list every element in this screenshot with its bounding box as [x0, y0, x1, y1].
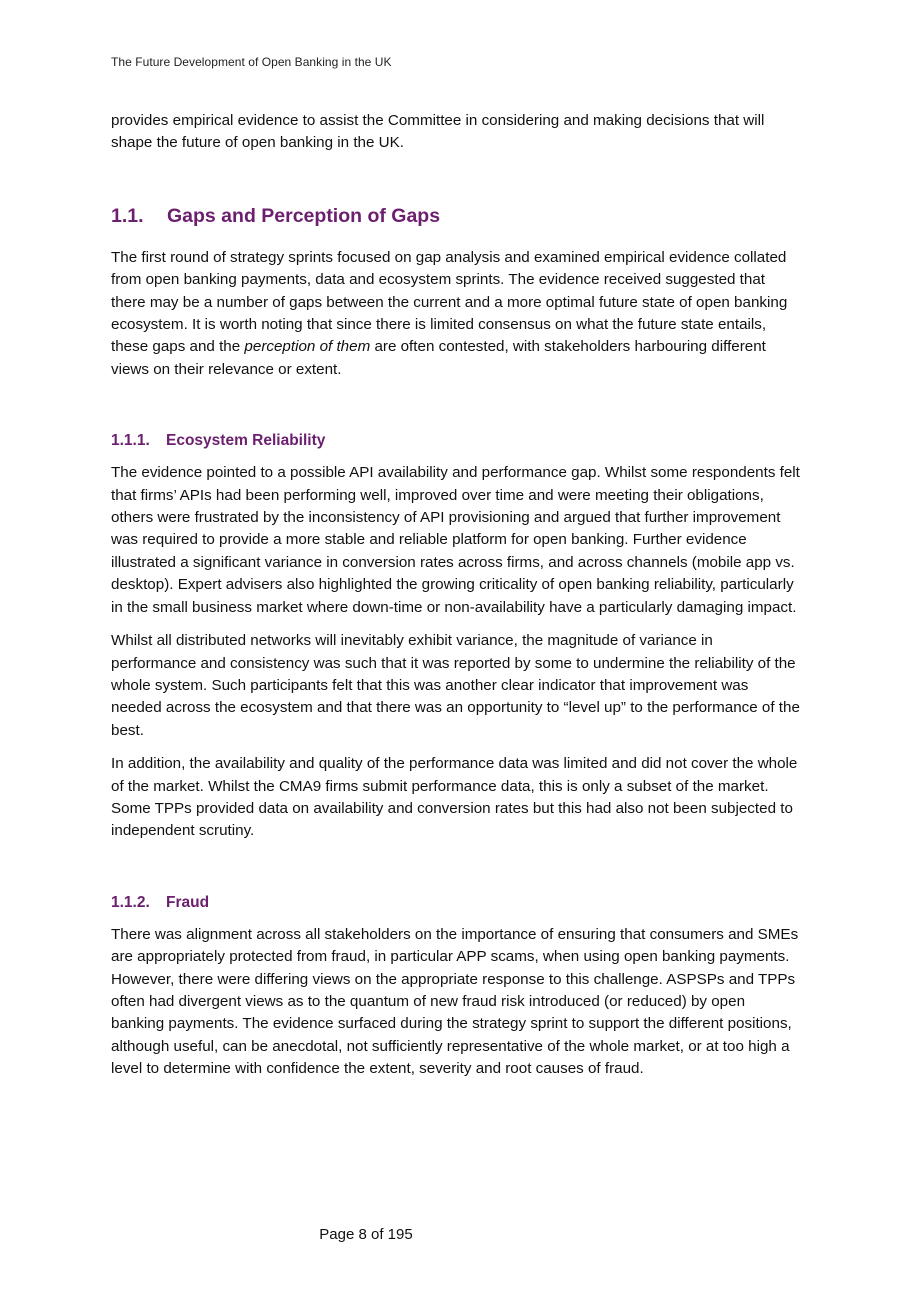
section-heading-1-1-1 — [111, 430, 801, 452]
gaps-paragraph-text-b: are often contested, with stakeholders harbouring different views on their relevance or extent. — [111, 338, 766, 378]
fraud-paragraph-1: There was alignment across all stakeholders on the importance of ensuring that consumers and SMEs are appropriately protected from fraud, in particular APP scams, when using open banking payments. However, there were differing views on the appropriate response to this challenge. ASPSPs and TPPs often had divergent views as to the quantum of new fraud risk introduced (or reduced) by open banking payments. The evidence surfaced during the strategy sprint to support the different positions, although useful, can be anecdotal, not sufficiently representative of the whole market, or at too high a level to determine with confidence the extent, severity and root causes of fraud. — [111, 925, 799, 1078]
subsection-number: 1.1.2. — [111, 893, 150, 911]
intro-paragraph: provides empirical evidence to assist the Committee in considering and making decisions that will shape the future of open banking in the UK. — [111, 112, 765, 152]
section-heading-1-1 — [111, 204, 801, 228]
page-number: Page 8 of 195 — [319, 1226, 413, 1243]
gaps-paragraph — [111, 247, 801, 381]
section-heading-1-1-2 — [111, 892, 801, 914]
page-content — [111, 110, 801, 1081]
gaps-paragraph-text-a: The first round of strategy sprints focused on gap analysis and examined empirical evidence collated from open banking payments, data and ecosystem sprints. The evidence received suggested that there may be a number of gaps between the current and a more optimal future state of open banking ecosystem. It is worth noting that since there is limited consensus on what the future state entails, these gaps and the — [111, 248, 788, 356]
subsection-title: Fraud — [166, 893, 210, 911]
reliability-paragraph-1: The evidence pointed to a possible API availability and performance gap. Whilst some respondents felt that firms’ APIs had been performing well, improved over time and were meeting their obligations, others were frustrated by the inconsistency of API provisioning and argued that further improvement was required to provide a more stable and reliable platform for open banking. Further evidence illustrated a significant variance in conversion rates across firms, and across channels (mobile app vs. desktop). Expert advisers also highlighted the growing criticality of open banking reliability, particularly in the small business market where down-time or non-availability have a particularly damaging impact. — [111, 464, 800, 616]
reliability-paragraph-3: In addition, the availability and quality of the performance data was limited and did not cover the whole of the market. Whilst the CMA9 firms submit performance data, this is only a subset of the market. Some TPPs provided data on availability and conversion rates but this had also not been subjected to independent scrutiny. — [111, 755, 798, 840]
running-header: The Future Development of Open Banking in the UK — [111, 55, 392, 69]
subsection-number: 1.1.1. — [111, 432, 150, 450]
reliability-paragraph-2: Whilst all distributed networks will inevitably exhibit variance, the magnitude of variance in performance and consistency was such that it was reported by some to undermine the reliability of the whole system. Such participants felt that this was another clear indicator that improvement was needed across the ecosystem and that there was an opportunity to “level up” to the performance of the best. — [111, 632, 800, 739]
subsection-title: Ecosystem Reliability — [166, 432, 326, 450]
section-title: Gaps and Perception of Gaps — [167, 204, 441, 227]
gaps-paragraph-italic: perception of them — [244, 338, 371, 356]
section-number: 1.1. — [111, 204, 144, 227]
